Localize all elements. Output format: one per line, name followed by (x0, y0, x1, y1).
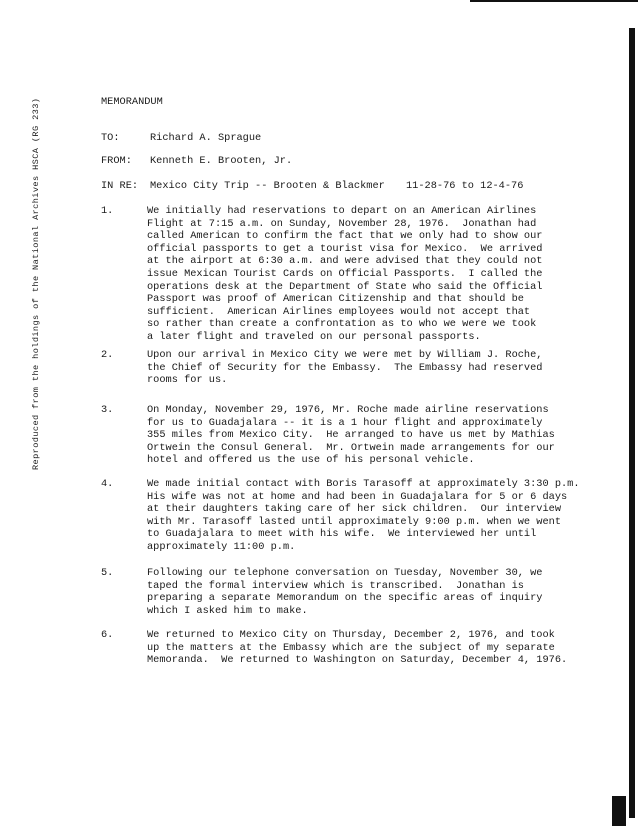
paragraph-line: Flight at 7:15 a.m. on Sunday, November 28, 1976. Jonathan had (147, 217, 537, 230)
paragraph-line: approximately 11:00 p.m. (147, 541, 296, 553)
paragraph-line: a later flight and traveled on our personal passports. (147, 331, 481, 343)
paragraph-line: up the matters at the Embassy which are the subject of my separate (147, 641, 555, 654)
scan-mark-bottom (612, 796, 626, 826)
paragraph-line: On Monday, November 29, 1976, Mr. Roche made airline reservations (147, 404, 549, 416)
paragraph-line: at the airport at 6:30 a.m. and were advised that they could not (147, 255, 543, 268)
paragraph-line: operations desk at the Department of State who said the Official (147, 280, 543, 293)
paragraph-number: 2. (101, 349, 114, 361)
paragraph-line: We returned to Mexico City on Thursday, December 2, 1976, and took (147, 629, 555, 641)
paragraph-line: preparing a separate Memorandum on the specific areas of inquiry (147, 592, 543, 605)
paragraph-line: Upon our arrival in Mexico City we were met by William J. Roche, (147, 349, 543, 361)
paragraph-line: We made initial contact with Boris Tarasoff at approximately 3:30 p.m. (147, 478, 580, 490)
paragraph-line: to Guadajalara to meet with his wife. We interviewed her until (147, 528, 537, 541)
re-value: Mexico City Trip -- Brooten & Blackmer (150, 180, 385, 192)
paragraph-line: at their daughters taking care of her sick children. Our interview (147, 503, 562, 516)
archive-stamp: Reproduced from the holdings of the National Archives HSCA (RG 233) (31, 97, 41, 470)
from-label: FROM: (101, 155, 132, 167)
paragraph-number: 4. (101, 478, 114, 490)
paragraph-line: which I asked him to make. (147, 604, 308, 617)
paragraph-number: 5. (101, 567, 114, 579)
to-label: TO: (101, 132, 120, 144)
paragraph-line: His wife was not at home and had been in Guadajalara for 5 or 6 days (147, 490, 568, 503)
re-dates: 11-28-76 to 12-4-76 (406, 180, 524, 192)
scan-edge-top (470, 0, 638, 2)
paragraph-line: We initially had reservations to depart on an American Airlines (147, 205, 537, 217)
to-value: Richard A. Sprague (150, 132, 262, 144)
paragraph-line: sufficient. American Airlines employees would not accept that (147, 305, 531, 318)
paragraph-line: Following our telephone conversation on Tuesday, November 30, we (147, 567, 543, 579)
from-value: Kenneth E. Brooten, Jr. (150, 155, 293, 167)
paragraph-number: 6. (101, 629, 114, 641)
paragraph-line: Memoranda. We returned to Washington on Saturday, December 4, 1976. (147, 654, 568, 667)
paragraph-number: 3. (101, 404, 114, 416)
paragraph-line: Passport was proof of American Citizenship and that should be (147, 293, 524, 306)
re-label: IN RE: (101, 180, 139, 192)
paragraph-line: called American to confirm the fact that we only had to show our (147, 230, 543, 243)
paragraph-line: with Mr. Tarasoff lasted until approximately 9:00 p.m. when we went (147, 515, 562, 528)
paragraph-line: official passports to get a tourist visa for Mexico. We arrived (147, 242, 543, 255)
memo-title: MEMORANDUM (101, 96, 163, 108)
paragraph-line: Ortwein the Consul General. Mr. Ortwein made arrangements for our (147, 441, 555, 454)
paragraph-number: 1. (101, 205, 114, 217)
paragraph-line: rooms for us. (147, 374, 228, 387)
paragraph-line: hotel and offered us the use of his personal vehicle. (147, 454, 475, 467)
paragraph-line: so rather than create a confrontation as to who we were we took (147, 318, 537, 331)
paragraph-line: the Chief of Security for the Embassy. The Embassy had reserved (147, 361, 543, 374)
paragraph-line: taped the formal interview which is transcribed. Jonathan is (147, 579, 524, 592)
paragraph-line: 355 miles from Mexico City. He arranged to have us met by Mathias (147, 429, 555, 442)
paragraph-line: issue Mexican Tourist Cards on Official Passports. I called the (147, 268, 543, 280)
scan-edge-right (629, 28, 635, 818)
paragraph-line: for us to Guadajalara -- it is a 1 hour flight and approximately (147, 416, 543, 429)
